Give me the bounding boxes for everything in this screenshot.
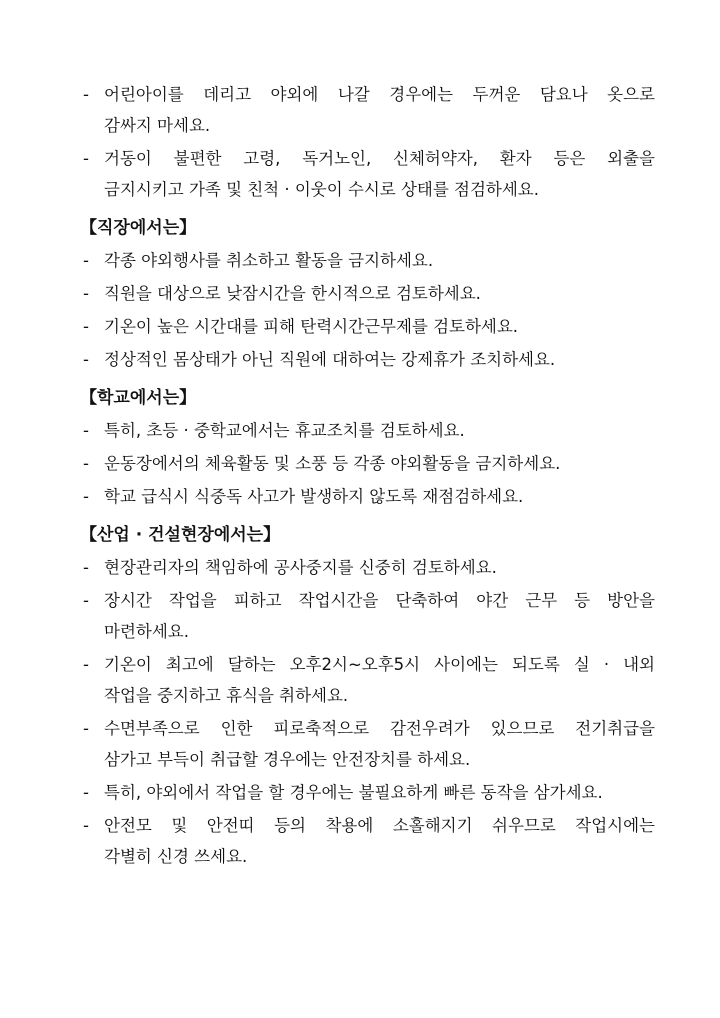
section-heading: 【학교에서는】 xyxy=(80,388,197,408)
item-text-line1: 정상적인 몸상태가 아닌 직원에 대하여는 강제휴가 조치하세요. xyxy=(104,350,556,369)
bullet-dash: - xyxy=(83,149,89,168)
section-workplace xyxy=(0,213,720,375)
item-text-line2: 삼가고 부득이 취급할 경우에는 안전장치를 하세요. xyxy=(104,750,471,769)
item-text-line1: 수면부족으로 인한 피로축적으로 감전우려가 있으므로 전기취급을 xyxy=(104,719,655,738)
item-text-line2: 마련하세요. xyxy=(104,622,189,641)
section-heading: 【산업 · 건설현장에서는】 xyxy=(80,525,281,545)
list-item xyxy=(83,344,655,375)
section-intro xyxy=(0,79,720,205)
bullet-dash: - xyxy=(83,85,89,104)
bullet-dash: - xyxy=(83,655,89,674)
section-heading: 【직장에서는】 xyxy=(80,218,197,238)
section-industrial-site xyxy=(0,520,720,872)
item-text-line2: 감싸지 마세요. xyxy=(104,116,211,135)
item-text-line1: 장시간 작업을 피하고 작업시간을 단축하여 야간 근무 등 방안을 xyxy=(104,591,655,610)
item-text-line2: 금지시키고 가족 및 친척 · 이웃이 수시로 상태를 점검하세요. xyxy=(104,180,539,199)
item-text-line2: 각별히 신경 쓰세요. xyxy=(104,847,248,866)
list-item xyxy=(83,777,655,808)
item-text-line1: 운동장에서의 체육활동 및 소풍 등 각종 야외활동을 금지하세요. xyxy=(104,454,561,473)
list-item xyxy=(83,448,655,479)
bullet-dash: - xyxy=(83,816,89,835)
item-text-line1: 기온이 최고에 달하는 오후2시~오후5시 사이에는 되도록 실 · 내외 xyxy=(104,655,655,674)
item-text-line1: 현장관리자의 책임하에 공사중지를 신중히 검토하세요. xyxy=(104,558,497,577)
bullet-dash: - xyxy=(83,350,89,369)
bullet-dash: - xyxy=(83,719,89,738)
item-text-line1: 특히, 초등 · 중학교에서는 휴교조치를 검토하세요. xyxy=(104,421,465,440)
list-item xyxy=(83,311,655,342)
item-text-line1: 기온이 높은 시간대를 피해 탄력시간근무제를 검토하세요. xyxy=(104,317,519,336)
bullet-dash: - xyxy=(83,558,89,577)
bullet-dash: - xyxy=(83,251,89,270)
list-item xyxy=(83,481,655,512)
item-text-line1: 안전모 및 안전띠 등의 착용에 소홀해지기 쉬우므로 작업시에는 xyxy=(104,816,655,835)
list-item xyxy=(83,585,655,647)
item-text-line1: 거동이 불편한 고령, 독거노인, 신체허약자, 환자 등은 외출을 xyxy=(104,149,655,168)
section-school xyxy=(0,383,720,512)
list-item xyxy=(83,552,655,583)
bullet-dash: - xyxy=(83,487,89,506)
bullet-dash: - xyxy=(83,591,89,610)
item-text-line1: 어린아이를 데리고 야외에 나갈 경우에는 두꺼운 담요나 옷으로 xyxy=(104,85,655,104)
item-text-line1: 직원을 대상으로 낮잠시간을 한시적으로 검토하세요. xyxy=(104,284,481,303)
bullet-dash: - xyxy=(83,317,89,336)
item-text-line2: 작업을 중지하고 휴식을 취하세요. xyxy=(104,686,349,705)
bullet-dash: - xyxy=(83,284,89,303)
list-item xyxy=(83,143,655,205)
item-text-line1: 학교 급식시 식중독 사고가 발생하지 않도록 재점검하세요. xyxy=(104,487,524,506)
item-text-line1: 특히, 야외에서 작업을 할 경우에는 불필요하게 빠른 동작을 삼가세요. xyxy=(104,783,603,802)
bullet-dash: - xyxy=(83,454,89,473)
list-item xyxy=(83,245,655,276)
list-item xyxy=(83,415,655,446)
list-item xyxy=(83,713,655,775)
bullet-dash: - xyxy=(83,421,89,440)
list-item xyxy=(83,810,655,872)
item-text-line1: 각종 야외행사를 취소하고 활동을 금지하세요. xyxy=(104,251,434,270)
list-item xyxy=(83,278,655,309)
list-item xyxy=(83,79,655,141)
bullet-dash: - xyxy=(83,783,89,802)
list-item xyxy=(83,649,655,711)
